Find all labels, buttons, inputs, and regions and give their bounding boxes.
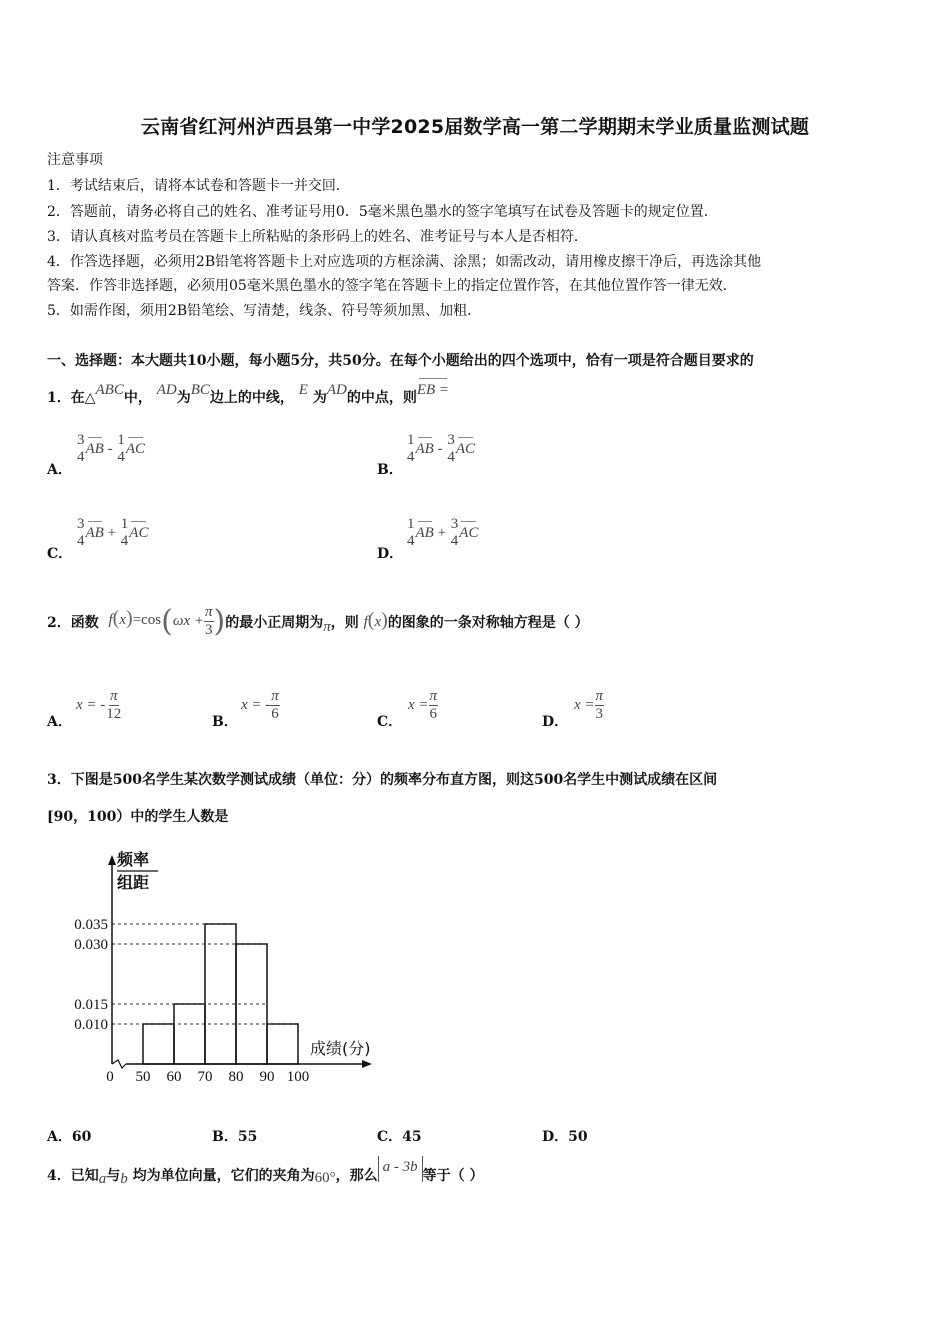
vec-ac: AC xyxy=(455,440,475,457)
frequency-histogram xyxy=(40,845,390,1095)
coef-num: 1 xyxy=(120,516,129,532)
question-2: 2．函数 f(x)=cos ( ωx + $\frac{\pi}{3}$ ) 的最小正周期为 π ，则 f(x) 的图象的一条对称轴方程是（ ） xyxy=(47,603,589,639)
q1-num: 1．在△ xyxy=(47,390,96,406)
operator: + xyxy=(437,524,447,541)
lhs: x = xyxy=(408,697,429,713)
section-heading: 一、选择题：本大题共10小题，每小题5分，共50分。在每个小题给出的四个选项中，恰有一项是符合题目要求的 xyxy=(47,353,754,369)
coef-den: 4 xyxy=(77,449,85,465)
q1-bc: BC xyxy=(190,382,210,398)
x-tick-label: 70 xyxy=(197,1069,213,1085)
coef-den: 4 xyxy=(407,449,415,465)
q1-triangle: ABC xyxy=(95,382,124,398)
value xyxy=(270,688,280,723)
q2-option-a[interactable] xyxy=(76,688,122,723)
y-tick-label: 0.035 xyxy=(74,917,108,933)
x: x xyxy=(119,611,127,628)
vec-b: b xyxy=(120,1170,128,1187)
q2-text: 的图象的一条对称轴方程是（ ） xyxy=(387,614,589,631)
value xyxy=(429,688,439,723)
q2-option-b[interactable] xyxy=(241,688,280,723)
notice-item: 2．答题前，请务必将自己的姓名、准考证号用0．5毫米黑色墨水的签字笔填写在试卷及答题卡的规定位置． xyxy=(47,204,718,220)
coef xyxy=(116,432,126,466)
f: f xyxy=(108,611,113,628)
omega-x: ωx + xyxy=(172,613,204,629)
operator: - xyxy=(437,440,443,457)
coef-den: 4 xyxy=(117,449,125,465)
vec-ab: AB xyxy=(85,440,104,457)
abs-expression: a - 3b xyxy=(378,1156,423,1182)
coef-den: 4 xyxy=(450,533,459,549)
q1-text: 中， xyxy=(123,390,152,406)
den: 6 xyxy=(271,706,279,722)
lhs: x = - xyxy=(241,697,271,713)
q3-option-d[interactable]: D．50 xyxy=(542,1129,588,1145)
histogram-bar xyxy=(143,1024,174,1064)
vec-ac: AC xyxy=(125,440,145,457)
vec-ab: AB xyxy=(415,524,434,541)
x-label: 成绩(分) xyxy=(310,1039,371,1058)
y-tick-label: 0.030 xyxy=(74,937,108,953)
q1-text: 的中点，则 xyxy=(346,390,417,406)
vec-ac: AC xyxy=(459,524,479,541)
coef-den: 4 xyxy=(407,533,415,549)
lhs: x = - xyxy=(76,697,106,713)
y-label-top: 频率 xyxy=(117,850,150,869)
coef xyxy=(76,432,86,466)
q2-function: f(x)=cos xyxy=(108,606,162,629)
three: 3 xyxy=(205,622,213,638)
coef xyxy=(406,432,416,466)
y-label-bottom: 组距 xyxy=(117,873,150,892)
q2-option-c-label[interactable]: C． xyxy=(377,714,403,730)
q1-option-a-label[interactable]: A． xyxy=(47,462,72,478)
q4-text: ，那么 xyxy=(335,1168,378,1184)
histogram-bar xyxy=(205,924,236,1064)
f: f xyxy=(363,613,368,630)
coef xyxy=(76,516,86,550)
q1-text: 为 xyxy=(176,390,191,406)
x: x xyxy=(374,613,382,630)
x-tick-label: 50 xyxy=(135,1069,151,1085)
question-3-line-1: 3．下图是500名学生某次数学测试成绩（单位：分）的频率分布直方图，则这500名学生中测试成绩在区间 xyxy=(47,772,718,788)
vec-a: a xyxy=(98,1170,107,1187)
den: 3 xyxy=(595,706,604,722)
num: π xyxy=(429,688,438,704)
den: 6 xyxy=(429,706,438,722)
num: π xyxy=(110,688,118,704)
coef-num: 3 xyxy=(447,432,455,448)
coef xyxy=(120,516,130,550)
vec-ac: AC xyxy=(129,524,149,541)
q3-option-b[interactable]: B．55 xyxy=(212,1129,258,1145)
notice-item: 1．考试结束后，请将本试卷和答题卡一并交回． xyxy=(47,178,350,194)
notice-heading: 注意事项 xyxy=(47,152,103,168)
x-tick-label: 80 xyxy=(228,1069,244,1085)
x-axis-arrow-icon xyxy=(362,1060,372,1068)
coef xyxy=(406,516,416,550)
operator: + xyxy=(107,524,117,541)
q1-eb: EB = xyxy=(416,382,450,398)
coef-num: 3 xyxy=(77,516,85,532)
q1-option-c-label[interactable]: C． xyxy=(47,546,73,562)
coef-num: 1 xyxy=(407,432,415,448)
coef-den: 4 xyxy=(120,533,129,549)
lhs: x = xyxy=(574,697,595,713)
den: 12 xyxy=(106,706,122,722)
notice-item: 5．如需作图，须用2B铅笔绘、写清楚，线条、符号等须加黑、加粗． xyxy=(47,303,482,319)
q2-num: 2．函数 xyxy=(47,614,99,631)
question-1 xyxy=(47,382,450,408)
q2-text: ，则 xyxy=(330,614,359,631)
pi-over-3 xyxy=(204,604,214,639)
q1-option-b-label[interactable]: B． xyxy=(377,462,403,478)
pi: π xyxy=(205,604,213,620)
q2-option-a-label[interactable]: A． xyxy=(47,714,72,730)
coef xyxy=(446,432,456,466)
q2-function-ref: f(x) xyxy=(363,608,388,631)
value xyxy=(595,688,605,723)
q3-option-a[interactable]: A．60 xyxy=(47,1129,92,1145)
q4-text: 均为单位向量，它们的夹角为 xyxy=(132,1168,315,1184)
q1-text: 边上的中线， xyxy=(209,390,294,406)
q2-option-d[interactable] xyxy=(574,688,604,723)
value xyxy=(105,688,122,723)
notice-item: 3．请认真核对监考员在答题卡上所粘贴的条形码上的姓名、准考证号与本人是否相符． xyxy=(47,229,588,245)
y-tick-label: 0.015 xyxy=(74,997,108,1013)
coef-den: 4 xyxy=(77,533,85,549)
angle: 60° xyxy=(314,1169,336,1186)
histogram-bar xyxy=(174,1004,205,1064)
q2-text: 的最小正周期为 xyxy=(225,614,324,631)
page-title: 云南省红河州泸西县第一中学2025届数学高一第二学期期末学业质量监测试题 xyxy=(140,116,810,138)
q1-option-b[interactable] xyxy=(406,432,475,466)
eq: =cos xyxy=(132,611,162,628)
x-tick-label: 0 xyxy=(106,1069,114,1085)
q4-text: 与 xyxy=(106,1168,121,1184)
y-axis-arrow-icon xyxy=(108,855,116,865)
coef xyxy=(450,516,460,550)
question-4 xyxy=(47,1159,484,1188)
y-tick-label: 0.010 xyxy=(74,1017,108,1033)
num: π xyxy=(271,688,279,704)
period: π xyxy=(323,619,331,635)
q3-option-c[interactable]: C．45 xyxy=(377,1129,422,1145)
q2-option-c[interactable] xyxy=(408,688,438,723)
histogram-bar xyxy=(267,1024,298,1064)
q1-ad: AD xyxy=(156,382,177,398)
q1-option-d-label[interactable]: D． xyxy=(377,546,404,562)
q1-option-d[interactable] xyxy=(406,516,478,550)
q1-text: 为 xyxy=(312,390,327,406)
q1-option-a[interactable] xyxy=(76,432,145,466)
notice-item: 4．作答选择题，必须用2B铅笔将答题卡上对应选项的方框涂满、涂黑；如需改动，请用橡皮擦干净后，再选涂其他 xyxy=(47,254,762,270)
q1-option-c[interactable] xyxy=(76,516,148,550)
coef-num: 3 xyxy=(450,516,459,532)
q4-text: 等于（ ） xyxy=(422,1168,484,1184)
q1-e: E xyxy=(298,382,308,398)
vec-ab: AB xyxy=(415,440,434,457)
x-tick-label: 60 xyxy=(166,1069,182,1085)
q2-option-d-label[interactable]: D． xyxy=(542,714,569,730)
coef-num: 1 xyxy=(407,516,415,532)
q1-ad2: AD xyxy=(326,382,347,398)
num: π xyxy=(595,688,604,704)
x-tick-label: 90 xyxy=(259,1069,275,1085)
coef-num: 1 xyxy=(117,432,125,448)
axis-break-icon xyxy=(112,1060,126,1068)
q4-num: 4．已知 xyxy=(47,1168,99,1184)
notice-item: 答案．作答非选择题，必须用05毫米黑色墨水的签字笔在答题卡上的指定位置作答，在其他位置作答一律无效． xyxy=(47,278,737,294)
x-tick-label: 100 xyxy=(286,1069,310,1085)
q2-option-b-label[interactable]: B． xyxy=(212,714,238,730)
vec-ab: AB xyxy=(85,524,104,541)
question-3-line-2: [90，100）中的学生人数是 xyxy=(47,809,229,825)
coef-num: 3 xyxy=(77,432,85,448)
operator: - xyxy=(107,440,113,457)
coef-den: 4 xyxy=(447,449,455,465)
